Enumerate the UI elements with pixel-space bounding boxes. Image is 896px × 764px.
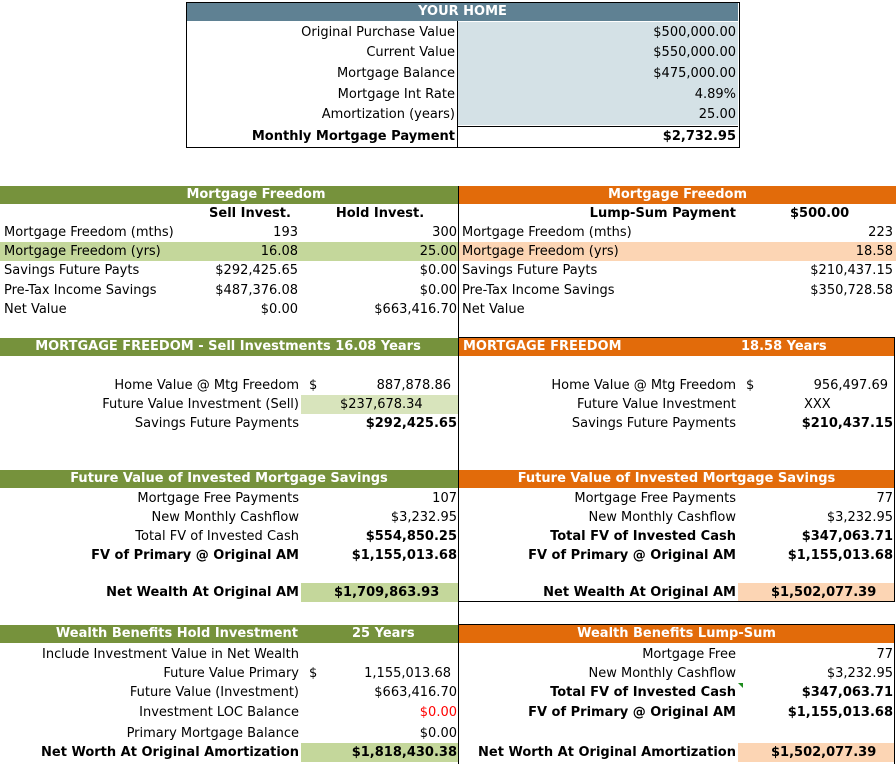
lw-label-3: Primary Mortgage Balance — [126, 726, 299, 741]
rf-label-savings: Savings Future Payments — [571, 416, 736, 431]
lfv-value-0: 107 — [432, 491, 457, 506]
lw-value-0: 1,155,013.68 — [364, 666, 451, 681]
rw-label-2: Total FV of Invested Cash — [550, 685, 736, 700]
rfv-net-value: $1,502,077.39 — [771, 585, 877, 600]
home-value-amortization[interactable]: 25.00 — [698, 107, 736, 122]
lf-sym-home: $ — [309, 378, 318, 393]
rfv-value-2: $347,063.71 — [801, 529, 893, 544]
rfv-label-0: Mortgage Free Payments — [574, 491, 736, 506]
lw-net-label: Net Worth At Original Amortization — [41, 745, 299, 760]
left-summary-title: Mortgage Freedom — [186, 187, 326, 202]
right-wealth-header — [459, 625, 894, 643]
left-freedom-header — [0, 338, 458, 356]
lw-label-0: Future Value Primary — [163, 666, 299, 681]
ls-hold-pretax: $0.00 — [419, 283, 457, 298]
right-freedom-years: 18.58 Years — [741, 339, 827, 354]
ls-label-net: Net Value — [4, 302, 67, 317]
home-value-purchase[interactable]: $500,000.00 — [653, 25, 736, 40]
your-home-divider — [457, 21, 458, 147]
ls-sell-net: $0.00 — [260, 302, 298, 317]
lw-label-2: Investment LOC Balance — [139, 705, 299, 720]
rs-label-net: Net Value — [462, 302, 525, 317]
lw-value-3: $0.00 — [419, 726, 457, 741]
rs-value-pretax: $350,728.58 — [810, 283, 893, 298]
lfv-label-0: Mortgage Free Payments — [137, 491, 299, 506]
right-wealth-title: Wealth Benefits Lump-Sum — [577, 626, 776, 641]
col-sell-invest: Sell Invest. — [209, 206, 291, 221]
rfv-value-1: $3,232.95 — [826, 510, 893, 525]
rf-value-fv: XXX — [804, 397, 831, 412]
home-value-balance[interactable]: $475,000.00 — [653, 66, 736, 81]
home-label-payment: Monthly Mortgage Payment — [251, 129, 455, 144]
right-summary-header — [459, 186, 896, 204]
rw-value-3: $1,155,013.68 — [787, 705, 893, 720]
rfv-value-0: 77 — [876, 491, 893, 506]
rs-value-savings: $210,437.15 — [810, 263, 893, 278]
lfv-label-1: New Monthly Cashflow — [151, 510, 299, 525]
left-fv-title: Future Value of Invested Mortgage Savings — [70, 471, 388, 486]
rw-label-3: FV of Primary @ Original AM — [528, 705, 736, 720]
lfv-net-value: $1,709,863.93 — [334, 585, 440, 600]
left-wealth-header — [0, 625, 458, 643]
rf-value-savings: $210,437.15 — [801, 416, 893, 431]
right-frame-top — [458, 337, 895, 338]
ls-sell-pretax: $487,376.08 — [215, 283, 298, 298]
lf-label-home: Home Value @ Mtg Freedom — [114, 378, 299, 393]
ls-hold-savings: $0.00 — [419, 263, 457, 278]
right-wealth-frame-top — [458, 624, 895, 625]
lf-value-savings: $292,425.65 — [365, 416, 457, 431]
ls-label-mths: Mortgage Freedom (mths) — [4, 225, 174, 240]
rs-label-savings: Savings Future Payts — [462, 263, 598, 278]
rf-label-home: Home Value @ Mtg Freedom — [551, 378, 736, 393]
rs-value-yrs: 18.58 — [855, 244, 893, 259]
lf-value-home: 887,878.86 — [376, 378, 451, 393]
rw-label-1: New Monthly Cashflow — [588, 666, 736, 681]
rs-label-yrs: Mortgage Freedom (yrs) — [462, 244, 619, 259]
col-hold-invest: Hold Invest. — [335, 206, 425, 221]
right-frame-side — [894, 337, 895, 601]
left-freedom-title: MORTGAGE FREEDOM - Sell Investments 16.08 Years — [35, 339, 421, 354]
rfv-label-2: Total FV of Invested Cash — [550, 529, 736, 544]
left-wealth-years: 25 Years — [352, 626, 415, 641]
ls-label-savings: Savings Future Payts — [4, 263, 140, 278]
lfv-value-3: $1,155,013.68 — [351, 548, 457, 563]
rfv-label-1: New Monthly Cashflow — [588, 510, 736, 525]
your-home-header: YOUR HOME — [187, 3, 738, 21]
lump-sum-value[interactable]: $500.00 — [790, 206, 850, 221]
home-label-balance: Mortgage Balance — [336, 66, 455, 81]
home-value-payment: $2,732.95 — [662, 129, 736, 144]
rfv-net-label: Net Wealth At Original AM — [543, 585, 736, 600]
lump-sum-label: Lump-Sum Payment — [589, 206, 736, 221]
ls-sell-mths: 193 — [273, 225, 298, 240]
rw-net-label: Net Worth At Original Amortization — [478, 745, 736, 760]
ls-label-pretax: Pre-Tax Income Savings — [4, 283, 157, 298]
home-label-rate: Mortgage Int Rate — [337, 87, 455, 102]
rw-label-0: Mortgage Free — [642, 647, 736, 662]
lw-sym-0: $ — [309, 666, 318, 681]
lfv-value-2: $554,850.25 — [365, 529, 457, 544]
lw-label-1: Future Value (Investment) — [129, 685, 299, 700]
left-fv-header — [0, 470, 458, 488]
home-value-current[interactable]: $550,000.00 — [653, 45, 736, 60]
lw-net-value: $1,818,430.38 — [351, 745, 457, 760]
lfv-value-1: $3,232.95 — [390, 510, 457, 525]
rfv-label-3: FV of Primary @ Original AM — [528, 548, 736, 563]
rw-net-value: $1,502,077.39 — [771, 745, 877, 760]
right-fv-header — [459, 470, 894, 488]
home-value-rate[interactable]: 4.89% — [694, 87, 736, 102]
lfv-label-3: FV of Primary @ Original AM — [91, 548, 299, 563]
rf-value-home: 956,497.69 — [813, 378, 888, 393]
lfv-net-label: Net Wealth At Original AM — [106, 585, 299, 600]
ls-hold-yrs: 25.00 — [419, 244, 457, 259]
rw-value-2: $347,063.71 — [801, 685, 893, 700]
ls-sell-yrs: 16.08 — [260, 244, 298, 259]
right-freedom-header — [459, 338, 894, 356]
home-label-current: Current Value — [366, 45, 455, 60]
rfv-value-3: $1,155,013.68 — [787, 548, 893, 563]
ls-label-yrs: Mortgage Freedom (yrs) — [4, 244, 161, 259]
lw-value-2: $0.00 — [419, 705, 457, 720]
ls-hold-net: $663,416.70 — [374, 302, 457, 317]
right-fv-title: Future Value of Invested Mortgage Savings — [517, 471, 836, 486]
lf-value-fv: $237,678.34 — [340, 397, 423, 412]
lfv-label-2: Total FV of Invested Cash — [135, 529, 299, 544]
home-label-purchase: Original Purchase Value — [301, 25, 455, 40]
left-wealth-title: Wealth Benefits Hold Investment — [55, 626, 298, 641]
main-divider — [458, 318, 459, 764]
ls-sell-savings: $292,425.65 — [215, 263, 298, 278]
rs-label-mths: Mortgage Freedom (mths) — [462, 225, 632, 240]
right-summary-title: Mortgage Freedom — [607, 187, 748, 202]
rw-value-1: $3,232.95 — [826, 666, 893, 681]
home-label-amortization: Amortization (years) — [321, 107, 455, 122]
rf-label-fv: Future Value Investment — [577, 397, 736, 412]
lw-value-1: $663,416.70 — [374, 685, 457, 700]
rw-value-0: 77 — [876, 647, 893, 662]
comment-indicator-icon — [738, 683, 743, 688]
rf-sym-home: $ — [746, 378, 755, 393]
rs-label-pretax: Pre-Tax Income Savings — [462, 283, 615, 298]
ls-hold-mths: 300 — [432, 225, 457, 240]
lf-label-savings: Savings Future Payments — [134, 416, 299, 431]
left-summary-header — [0, 186, 458, 204]
right-freedom-title: MORTGAGE FREEDOM — [463, 339, 622, 354]
right-wealth-frame-side — [894, 624, 895, 764]
lw-include-label: Include Investment Value in Net Wealth — [42, 647, 299, 662]
lf-label-fv: Future Value Investment (Sell) — [102, 397, 299, 412]
rs-value-mths: 223 — [868, 225, 893, 240]
